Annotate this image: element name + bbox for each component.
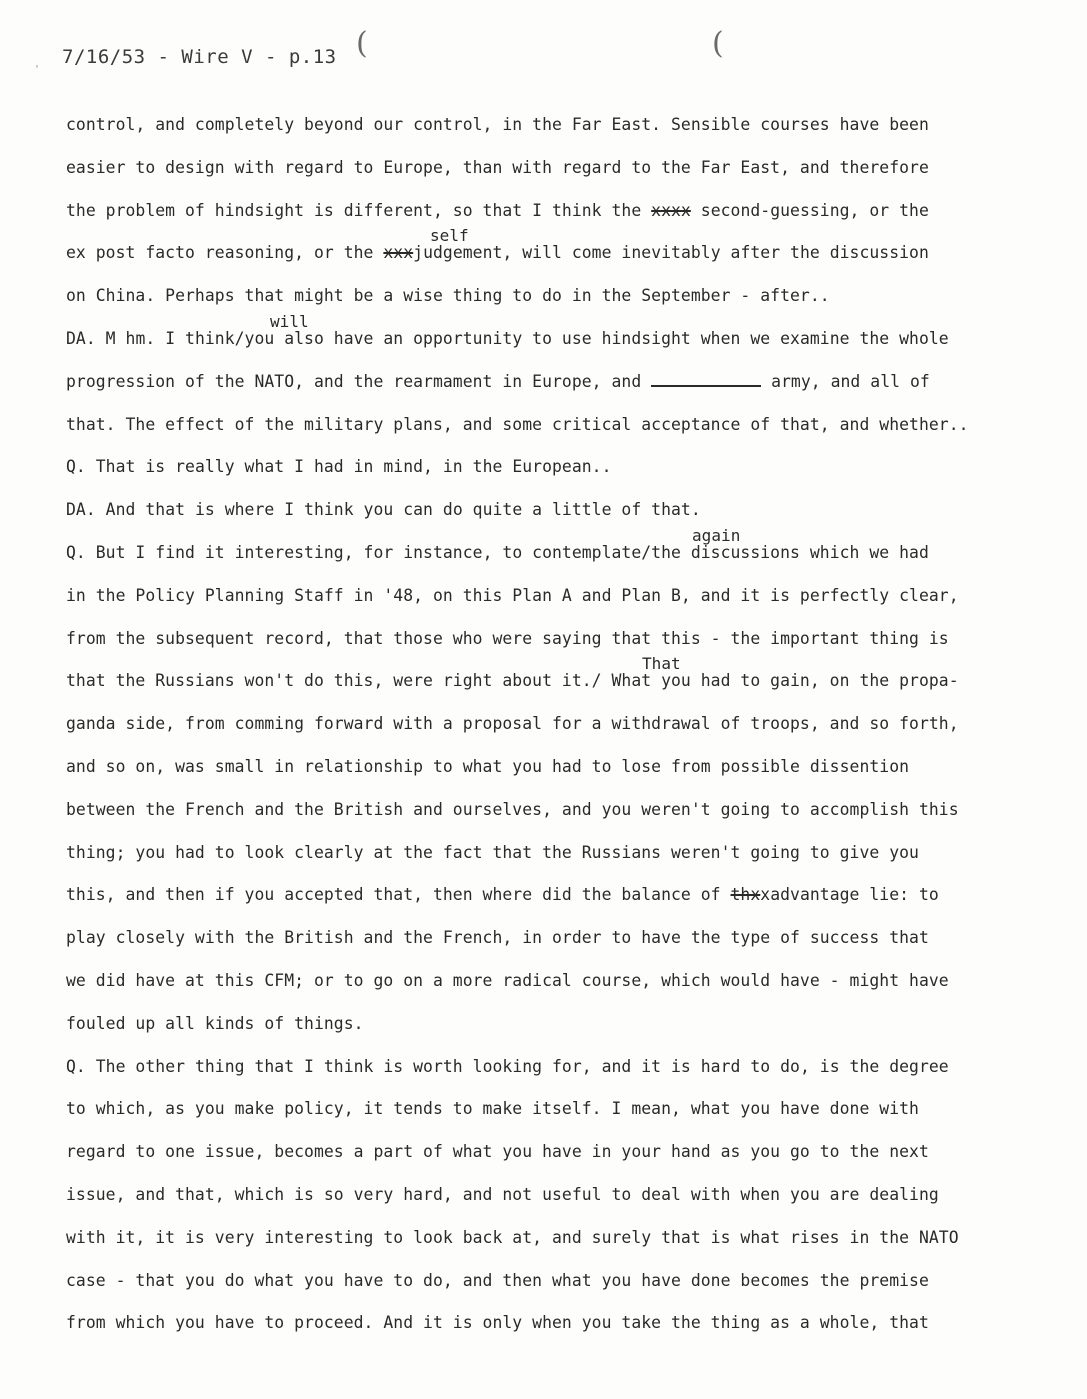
speaker-label: Q. [66,542,86,562]
text-line: ganda side, from comming forward with a proposal for a withdrawal of troops, and so forth, [66,714,959,734]
text-line: easier to design with regard to Europe, than with regard to the Far East, and therefore [66,157,929,177]
text-line: self ex post facto reasoning, or the xxxjudgement, will come inevitably after the discussion [66,226,929,263]
text-line: issue, and that, which is so very hard, and not useful to deal with when you are dealing [66,1184,939,1204]
handwritten-insertion: will [270,311,309,331]
text-line: we did have at this CFM; or to go on a more radical course, which would have - might have [66,970,949,990]
text-line: will DA. M hm. I think/you also have an opportunity to use hindsight when we examine the whole [66,326,1056,369]
text-line: case - that you do what you have to do, and then what you have done becomes the premise [66,1270,929,1290]
text-line: fouled up all kinds of things. [66,1013,364,1033]
text-line: with it, it is very interesting to look back at, and surely that is what rises in the NATO [66,1227,959,1247]
speaker-label: DA. [66,500,96,520]
text-line: from which you have to proceed. And it is only when you take the thing as a whole, that [66,1313,929,1333]
blank-underline [651,371,761,387]
text-line: on China. Perhaps that might be a wise thing to do in the September - after.. [66,286,830,306]
text-line: again Q. But I find it interesting, for instance, to contemplate/the discussions which we had [66,540,1056,583]
text-line: control, and completely beyond our control, in the Far East. Sensible courses have been [66,115,929,134]
text-line: Q. That is really what I had in mind, in the European.. [66,454,1056,497]
text-line: regard to one issue, becomes a part of what you have in your hand as you go to the next [66,1142,929,1162]
text-line: to which, as you make policy, it tends to make itself. I mean, what you have done with [66,1099,919,1119]
text-line: between the French and the British and ourselves, and you weren't going to accomplish this [66,799,959,819]
text-line: this, and then if you accepted that, then where did the balance of thxxadvantage lie: to [66,885,939,905]
punch-mark-right: ( [712,26,724,61]
speaker-label: Q. [66,1056,86,1076]
text-line: from the subsequent record, that those who were saying that this - the important thing is [66,628,949,648]
text-line: that. The effect of the military plans, and some critical acceptance of that, and whether.. [66,414,969,434]
text-line: progression of the NATO, and the rearmament in Europe, and army, and all of [66,371,930,391]
struck-text: xxxx [651,200,691,220]
text-line: in the Policy Planning Staff in '48, on this Plan A and Plan B, and it is perfectly clear, [66,585,959,605]
transcript-body [66,112,1056,1353]
speaker-label: DA. [66,328,96,348]
text-line: That that the Russians won't do this, were right about it./ What you had to gain, on the propa- [66,654,959,691]
text-line: Q. The other thing that I think is worth looking for, and it is hard to do, is the degree [66,1054,1056,1097]
struck-text: thx [730,885,761,905]
handwritten-insertion: self [430,226,469,246]
text-line: play closely with the British and the French, in order to have the type of success that [66,928,929,948]
handwritten-insertion: again [692,525,741,545]
page-header: 7/16/53 - Wire V - p.13 [62,46,337,68]
handwritten-insertion: That [642,654,681,674]
speaker-label: Q. [66,457,86,477]
punch-mark-left: ( [356,26,368,61]
text-line: and so on, was small in relationship to what you had to lose from possible dissention [66,756,910,776]
text-line: DA. And that is where I think you can do quite a little of that. [66,497,1056,540]
text-line: thing; you had to look clearly at the fact that the Russians weren't going to give you [66,842,919,862]
struck-text: xxx [383,243,414,263]
margin-mark: ' [34,64,41,75]
text-line: the problem of hindsight is different, so that I think the xxxx second-guessing, or the [66,200,929,220]
